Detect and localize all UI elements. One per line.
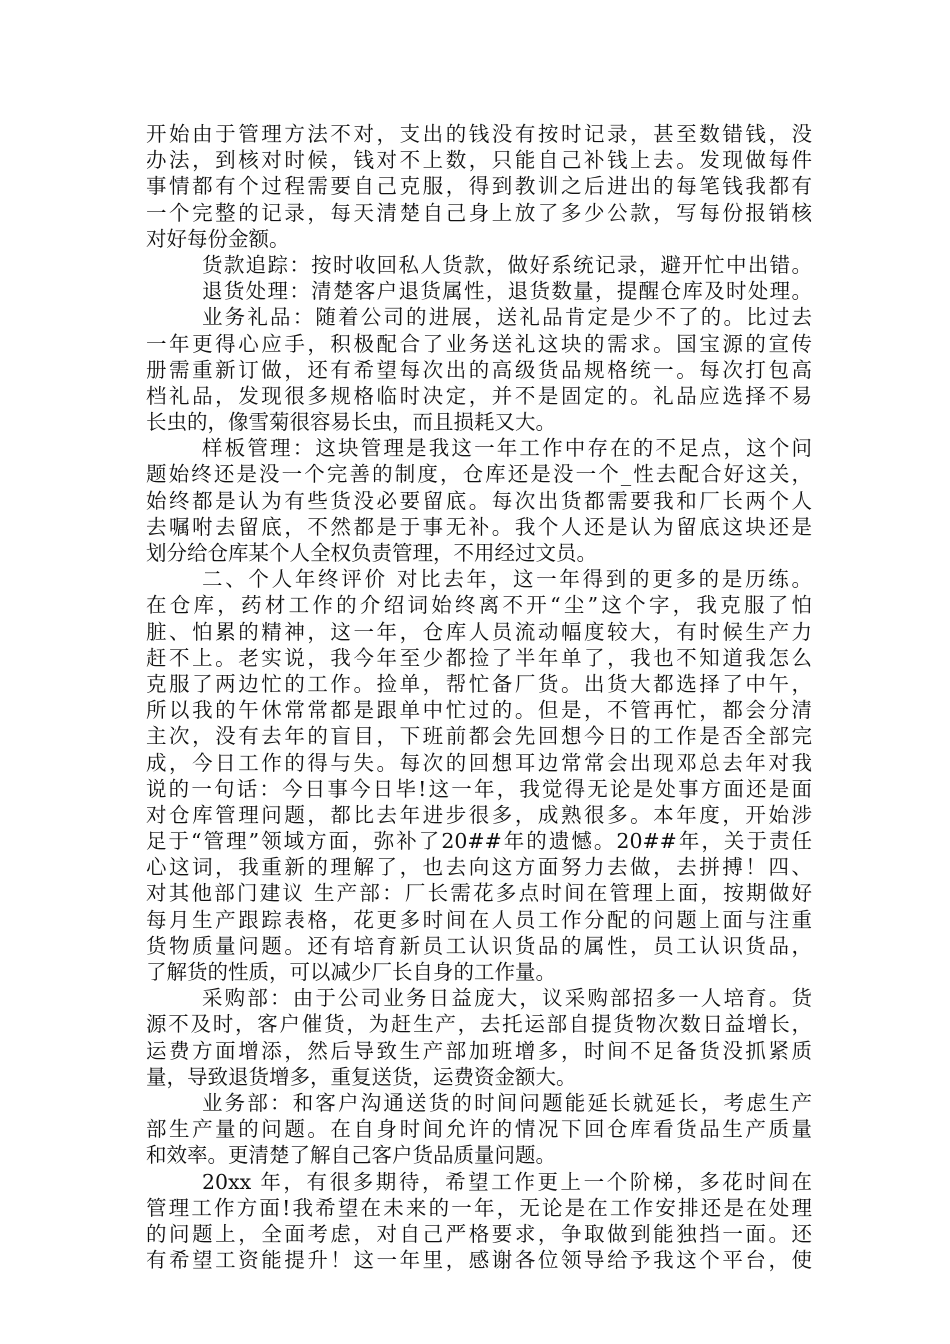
text-line: 心这词，我重新的理解了，也去向这方面努力去做，去拼搏！四、 [146, 855, 812, 880]
text-line: 一个完整的记录，每天清楚自己身上放了多少公款，写每份报销核 [146, 200, 812, 225]
text-line: 的问题上，全面考虑，对自己严格要求，争取做到能独挡一面。还 [146, 1221, 812, 1246]
text-line: 每月生产跟踪表格，花更多时间在人员工作分配的问题上面与注重 [146, 907, 812, 932]
text-line: 所以我的午休常常都是跟单中忙过的。但是，不管再忙，都会分清 [146, 698, 812, 723]
text-line: 赶不上。老实说，我今年至少都捡了半年单了，我也不知道我怎么 [146, 645, 812, 670]
text-line: 运费方面增添，然后导致生产部加班增多，时间不足备货没抓紧质 [146, 1038, 812, 1063]
text-line: 部生产量的问题。在自身时间允许的情况下回仓库看货品生产质量 [146, 1117, 812, 1142]
text-line: 始终都是认为有些货没必要留底。每次出货都需要我和厂长两个人 [146, 488, 812, 513]
text-line: 说的一句话：今日事今日毕!这一年，我觉得无论是处事方面还是面 [146, 776, 812, 801]
text-line: 克服了两边忙的工作。捡单，帮忙备厂货。出货大都选择了中午， [146, 671, 812, 696]
text-line: 档礼品，发现很多规格临时决定，并不是固定的。礼品应选择不易 [146, 383, 812, 408]
text-line: 脏、怕累的精神，这一年，仓库人员流动幅度较大，有时候生产力 [146, 619, 812, 644]
text-line: 和效率。更清楚了解自己客户货品质量问题。 [146, 1143, 556, 1168]
text-line: 样板管理：这块管理是我这一年工作中存在的不足点，这个问 [202, 436, 812, 461]
text-line: 货物质量问题。还有培育新员工认识货品的属性，员工认识货品， [146, 933, 812, 958]
text-line: 划分给仓库某个人全权负责管理，不用经过文员。 [146, 541, 597, 565]
text-line: 采购部：由于公司业务日益庞大，议采购部招多一人培育。货 [202, 986, 812, 1011]
text-line: 一年更得心应手，积极配合了业务送礼这块的需求。国宝源的宣传 [146, 331, 812, 356]
text-line: 了解货的性质，可以减少厂长自身的工作量。 [146, 960, 556, 984]
text-line: 量，导致退货增多，重复送货，运费资金额大。 [146, 1064, 577, 1089]
text-line: 对仓库管理问题，都比去年进步很多，成熟很多。本年度，开始涉 [146, 802, 812, 827]
text-line: 册需重新订做，还有希望每次出的高级货品规格统一。每次打包高 [146, 357, 812, 382]
text-line: 去嘱咐去留底，不然都是于事无补。我个人还是认为留底这块还是 [146, 514, 812, 539]
text-line: 成，今日工作的得与失。每次的回想耳边常常会出现邓总去年对我 [146, 750, 812, 775]
text-line: 源不及时，客户催货，为赶生产，去托运部自提货物次数日益增长， [146, 1012, 812, 1037]
text-line: 20xx 年，有很多期待，希望工作更上一个阶梯，多花时间在 [202, 1169, 812, 1194]
document-page [146, 121, 812, 1273]
text-line: 对好每份金额。 [146, 226, 290, 251]
text-line: 在仓库，药材工作的介绍词始终离不开“尘”这个字，我克服了怕 [146, 593, 812, 618]
text-line: 货款追踪：按时收回私人货款，做好系统记录，避开忙中出错。 [202, 252, 812, 277]
text-line: 有希望工资能提升！这一年里，感谢各位领导给予我这个平台，使 [146, 1248, 812, 1273]
text-line: 退货处理：清楚客户退货属性，退货数量，提醒仓库及时处理。 [202, 279, 812, 304]
text-line: 对其他部门建议 生产部：厂长需花多点时间在管理上面，按期做好 [146, 881, 812, 906]
text-line: 业务礼品：随着公司的进展，送礼品肯定是少不了的。比过去 [202, 305, 812, 330]
text-line: 业务部：和客户沟通送货的时间问题能延长就延长，考虑生产 [202, 1090, 812, 1115]
text-line: 事情都有个过程需要自己克服，得到教训之后进出的每笔钱我都有 [146, 174, 812, 199]
text-line: 足于“管理”领域方面，弥补了20##年的遗憾。20##年，关于责任 [146, 829, 812, 854]
text-line: 题始终还是没一个完善的制度，仓库还是没一个_性去配合好这关， [146, 462, 812, 487]
text-line: 二、个人年终评价 对比去年，这一年得到的更多的是历练。 [202, 567, 812, 592]
text-line: 长虫的，像雪菊很容易长虫，而且损耗又大。 [146, 410, 556, 435]
text-line: 开始由于管理方法不对，支出的钱没有按时记录，甚至数错钱，没 [146, 122, 812, 146]
text-line: 管理工作方面!我希望在未来的一年，无论是在工作安排还是在处理 [146, 1195, 812, 1220]
text-line: 办法，到核对时候，钱对不上数，只能自己补钱上去。发现做每件 [146, 148, 812, 173]
text-line: 主次，没有去年的盲目，下班前都会先回想今日的工作是否全部完 [146, 724, 812, 749]
